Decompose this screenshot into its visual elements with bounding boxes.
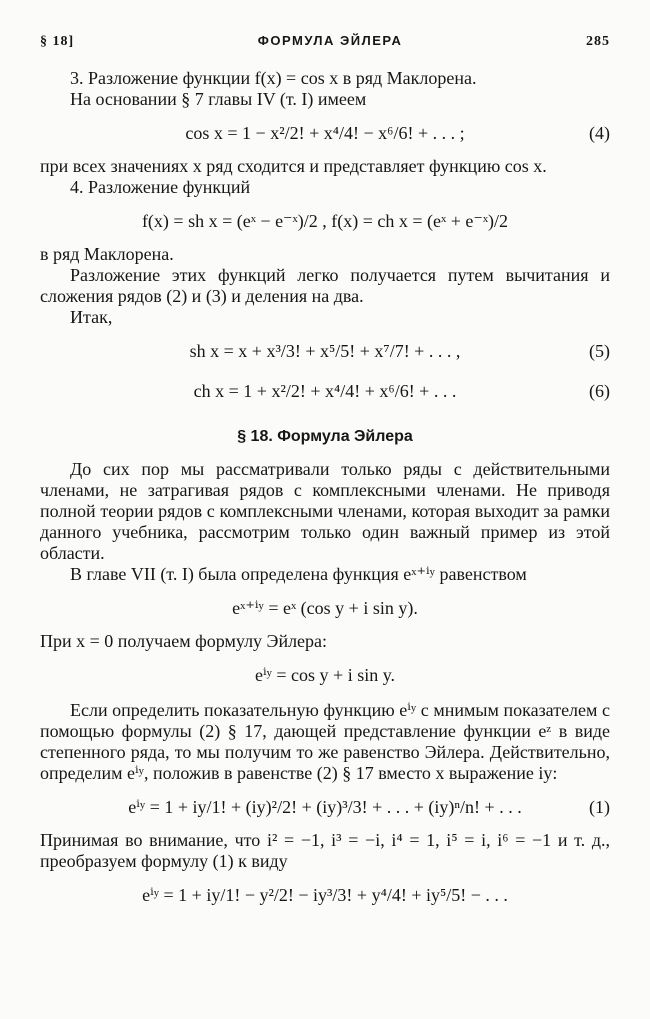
- paragraph-converges: при всех значениях x ряд сходится и представляет функцию cos x.: [40, 156, 547, 176]
- formula-sh-ch-expr: f(x) = sh x = (eˣ − e⁻ˣ)/2 , f(x) = ch x = (eˣ + e⁻ˣ)/2: [141, 210, 509, 231]
- formula-6: [40, 374, 610, 408]
- formula-exp-complex: [40, 591, 610, 625]
- paragraph-chapter-vii: В главе VII (т. I) была определена функция eˣ⁺ⁱʸ равенством: [70, 564, 527, 584]
- formula-4-expr: cos x = 1 − x²/2! + x⁴/4! − x⁶/6! + . . . ;: [185, 122, 465, 143]
- formula-transformed-expr: eⁱʸ = 1 + iy/1! − y²/2! − iy³/3! + y⁴/4! + iy⁵/5! − . . .: [142, 884, 508, 905]
- header-title: ФОРМУЛА ЭЙЛЕРА: [257, 33, 403, 48]
- formula-exp-complex-expr: eˣ⁺ⁱʸ = eˣ (cos y + i sin y).: [232, 597, 418, 618]
- formula-4-number: (4): [589, 122, 610, 143]
- paragraph-intro-complex: До сих пор мы рассматривали только ряды с действительными членами, не затрагивая рядов с комплексными членами. Не приводя полной теории рядов с комплексными членами, которая выходит за рамки данного учебника, рассмотрим только один важный пример из этой области.: [40, 459, 610, 563]
- page-number: 285: [585, 34, 610, 49]
- paragraph-basis: На основании § 7 главы IV (т. I) имеем: [70, 89, 367, 109]
- paragraph-powers-of-i: Принимая во внимание, что i² = −1, i³ = −i, i⁴ = 1, i⁵ = i, i⁶ = −1 и т. д., преобразуем формулу (1) к виду: [40, 830, 610, 871]
- formula-6-number: (6): [589, 380, 610, 401]
- paragraph-derivation: Разложение этих функций легко получается путем вычитания и сложения рядов (2) и (3) и деления на два.: [40, 265, 610, 306]
- formula-1-number: (1): [589, 796, 610, 817]
- paragraph-thus: Итак,: [70, 307, 113, 327]
- formula-4: [40, 116, 610, 150]
- formula-5-expr: sh x = x + x³/3! + x⁵/5! + x⁷/7! + . . . ,: [189, 340, 461, 361]
- formula-6-expr: ch x = 1 + x²/2! + x⁴/4! + x⁶/6! + . . .: [193, 380, 457, 401]
- formula-transformed: [40, 878, 610, 912]
- page-header: [40, 30, 610, 52]
- section-title: § 18. Формула Эйлера: [237, 428, 413, 445]
- paragraph-expansion-functions: 4. Разложение функций: [70, 177, 251, 197]
- formula-5-number: (5): [589, 340, 610, 361]
- formula-1: [40, 790, 610, 824]
- formula-1-expr: eⁱʸ = 1 + iy/1! + (iy)²/2! + (iy)³/3! + . . . + (iy)ⁿ/n! + . . .: [128, 796, 522, 817]
- page: [40, 30, 610, 918]
- formula-euler-expr: eⁱʸ = cos y + i sin y.: [254, 664, 396, 685]
- paragraph-maclaurin-series: в ряд Маклорена.: [40, 244, 174, 264]
- header-section: § 18]: [40, 34, 75, 49]
- paragraph-maclaurin-cos: 3. Разложение функции f(x) = cos x в ряд Маклорена.: [70, 68, 477, 88]
- paragraph-define-exp: Если определить показательную функцию eⁱʸ с мнимым показателем с помощью формулы (2) § 17, дающей представление функции eᶻ в виде степенного ряда, то мы получим то же равенство Эйлера. Действительно, определим eⁱʸ, положив в равенстве (2) § 17 вместо x выражение iy:: [40, 700, 610, 783]
- paragraph-x-zero: При x = 0 получаем формулу Эйлера:: [40, 631, 328, 651]
- formula-5: [40, 334, 610, 368]
- formula-euler: [40, 658, 610, 692]
- formula-sh-ch-def: [40, 204, 610, 238]
